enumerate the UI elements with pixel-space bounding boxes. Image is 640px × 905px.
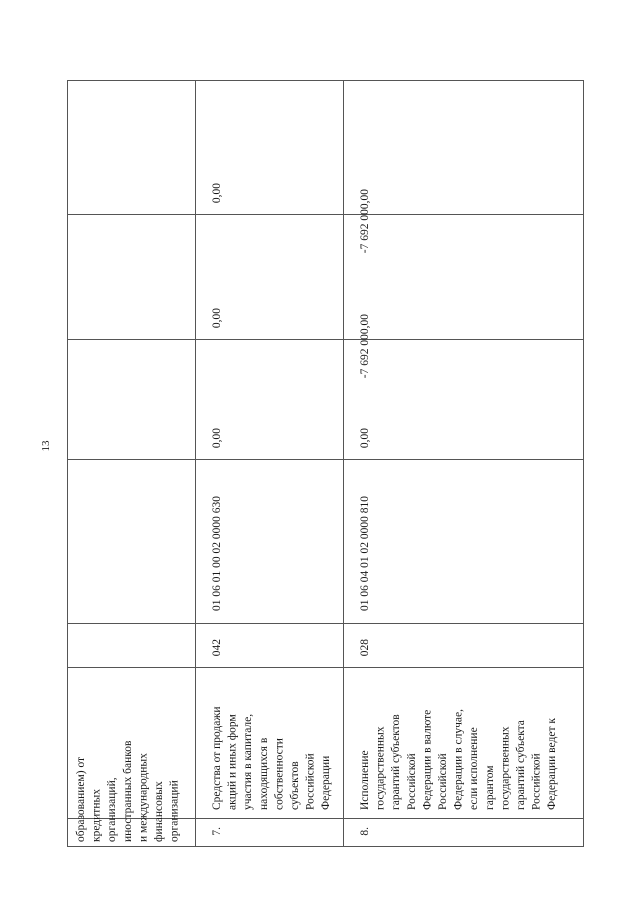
column-divider (68, 623, 583, 624)
amount-c: 0,00 (211, 182, 223, 203)
amount-a: 0,00 (211, 427, 223, 448)
amount-b: -7 692 000,00 (359, 313, 371, 378)
row-number: 7. (211, 827, 223, 836)
column-divider (68, 214, 583, 215)
page-number: 13 (40, 440, 52, 452)
column-divider (68, 459, 583, 460)
amount-c: -7 692 000,00 (359, 188, 371, 253)
admin-code: 042 (211, 638, 223, 656)
budget-code: 01 06 04 01 02 0000 810 (359, 496, 371, 611)
amount-b: 0,00 (211, 307, 223, 328)
sources-table (67, 80, 584, 847)
amount-a: 0,00 (359, 427, 371, 448)
admin-code: 028 (359, 638, 371, 656)
row-number: 8. (359, 827, 371, 836)
row-name-cell: Средства от продажи акций и иных форм участия в капитале, находящихся в собственности субъектов Российской Федерации (211, 706, 333, 810)
column-divider (68, 339, 583, 340)
row-name-cell: Исполнение государственных гарантий субъектов Российской Федерации в валюте Российской Федерации в случае, если исполнение гарантом государственных гарантий субъекта Российской Федерации ведет к (359, 709, 559, 810)
budget-code: 01 06 01 00 02 0000 630 (211, 496, 223, 611)
row-name-cell: образованием) от кредитных организаций, иностранных банков и международных финансовых организаций (75, 740, 181, 842)
row-divider (195, 81, 196, 846)
row-divider (343, 81, 344, 846)
